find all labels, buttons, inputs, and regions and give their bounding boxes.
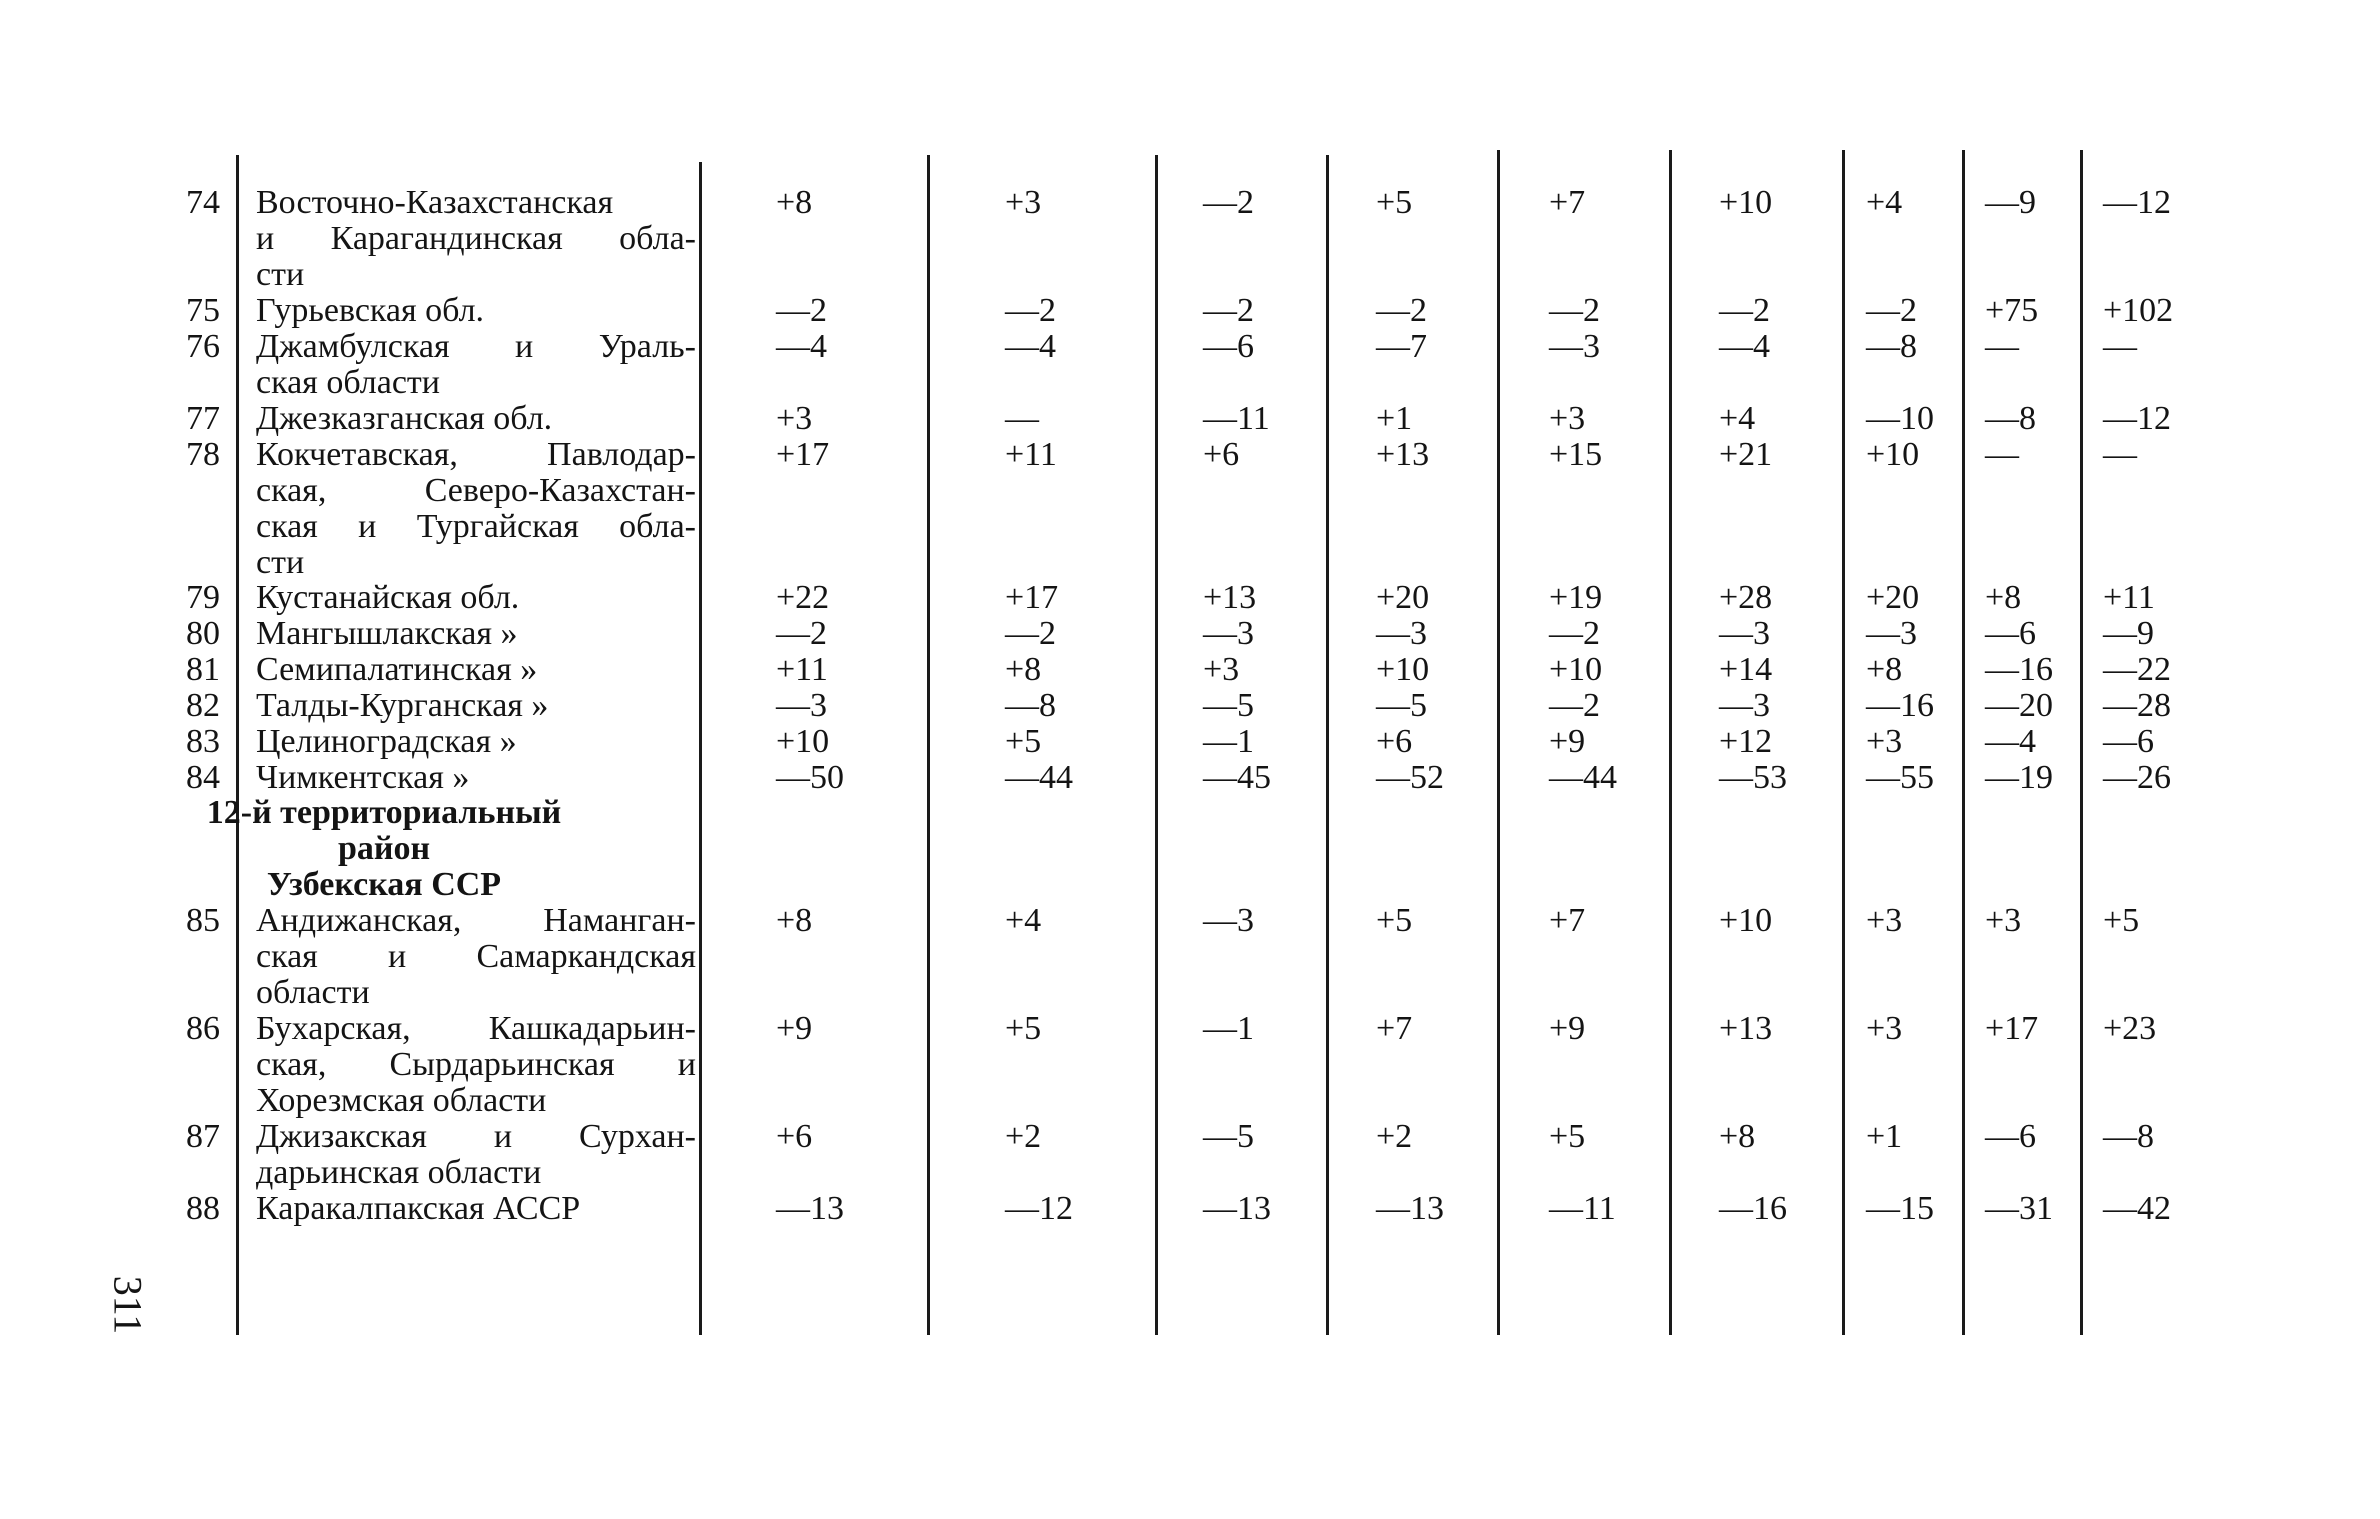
value-cell: —11 <box>1549 1190 1616 1227</box>
value-cell: +3 <box>1866 1010 1903 1047</box>
region-name <box>256 903 696 1011</box>
value-cell: +12 <box>1719 723 1773 760</box>
value-cell: — <box>2103 436 2137 473</box>
value-cell: —15 <box>1866 1190 1934 1227</box>
value-cell: —19 <box>1985 759 2053 796</box>
value-cell: — <box>1005 400 1039 437</box>
value-cell: +6 <box>1376 723 1413 760</box>
region-name-line: Джизакская и Сурхан- <box>256 1118 696 1155</box>
territory-heading-line: 12-й территориальный <box>206 794 562 831</box>
value-cell: —3 <box>1866 615 1917 652</box>
value-cell: +8 <box>776 902 813 939</box>
region-name <box>256 580 696 616</box>
value-cell: —2 <box>1203 184 1254 221</box>
value-cell: +7 <box>1376 1010 1413 1047</box>
value-cell: —3 <box>1549 328 1600 365</box>
row-number: 84 <box>186 759 220 796</box>
value-cell: —8 <box>1005 687 1056 724</box>
value-cell: —3 <box>1203 615 1254 652</box>
region-name-line: Кокчетавская, Павлодар- <box>256 436 696 473</box>
value-cell: +22 <box>776 579 830 616</box>
value-cell: +10 <box>776 723 830 760</box>
region-name <box>256 437 696 581</box>
value-cell: —6 <box>1985 1118 2036 1155</box>
value-cell: —6 <box>1985 615 2036 652</box>
value-cell: +5 <box>1376 902 1413 939</box>
value-cell: +28 <box>1719 579 1773 616</box>
value-cell: +17 <box>1005 579 1059 616</box>
value-cell: +17 <box>1985 1010 2039 1047</box>
value-cell: +6 <box>1203 436 1240 473</box>
value-cell: —2 <box>1549 292 1600 329</box>
value-cell: +17 <box>776 436 830 473</box>
value-cell: +19 <box>1549 579 1603 616</box>
value-cell: —55 <box>1866 759 1934 796</box>
region-name-line: Каракалпакская АССР <box>256 1190 581 1227</box>
value-cell: —26 <box>2103 759 2171 796</box>
value-cell: +4 <box>1005 902 1042 939</box>
value-cell: — <box>1985 328 2019 365</box>
value-cell: +75 <box>1985 292 2039 329</box>
value-cell: +3 <box>1866 902 1903 939</box>
value-cell: +5 <box>1549 1118 1586 1155</box>
region-name <box>256 724 696 760</box>
value-cell: —28 <box>2103 687 2171 724</box>
value-cell: +6 <box>776 1118 813 1155</box>
value-cell: +3 <box>1005 184 1042 221</box>
value-cell: +9 <box>1549 723 1586 760</box>
row-number: 83 <box>186 723 220 760</box>
column-rule <box>699 162 702 1335</box>
value-cell: —2 <box>1549 687 1600 724</box>
value-cell: —4 <box>1985 723 2036 760</box>
value-cell: —1 <box>1203 1010 1254 1047</box>
value-cell: —8 <box>2103 1118 2154 1155</box>
value-cell: +5 <box>2103 902 2140 939</box>
region-name-line: ская, Сырдарьинская и <box>256 1046 696 1083</box>
value-cell: +7 <box>1549 902 1586 939</box>
region-name <box>256 652 696 688</box>
row-number: 88 <box>186 1190 220 1227</box>
row-number: 80 <box>186 615 220 652</box>
region-name-line: Бухарская, Кашкадарьин- <box>256 1010 696 1047</box>
value-cell: +10 <box>1719 184 1773 221</box>
value-cell: +8 <box>1719 1118 1756 1155</box>
value-cell: —3 <box>1203 902 1254 939</box>
value-cell: +5 <box>1005 1010 1042 1047</box>
row-number: 87 <box>186 1118 220 1155</box>
region-name-line: Целиноградская » <box>256 723 517 760</box>
value-cell: —7 <box>1376 328 1427 365</box>
value-cell: +5 <box>1376 184 1413 221</box>
value-cell: +5 <box>1005 723 1042 760</box>
value-cell: +2 <box>1005 1118 1042 1155</box>
value-cell: +8 <box>1005 651 1042 688</box>
region-name-line: Кустанайская обл. <box>256 579 520 616</box>
row-number: 77 <box>186 400 220 437</box>
region-name-line: Чимкентская » <box>256 759 470 796</box>
value-cell: —16 <box>1866 687 1934 724</box>
row-number: 81 <box>186 651 220 688</box>
region-name-line: области <box>256 974 370 1011</box>
value-cell: +3 <box>1866 723 1903 760</box>
region-name-line: Мангышлакская » <box>256 615 518 652</box>
value-cell: +13 <box>1203 579 1257 616</box>
value-cell: +13 <box>1376 436 1430 473</box>
value-cell: +10 <box>1719 902 1773 939</box>
value-cell: —13 <box>1376 1190 1444 1227</box>
region-name <box>256 760 696 796</box>
region-name <box>256 688 696 724</box>
value-cell: +20 <box>1866 579 1920 616</box>
value-cell: +7 <box>1549 184 1586 221</box>
value-cell: —8 <box>1866 328 1917 365</box>
value-cell: +9 <box>1549 1010 1586 1047</box>
value-cell: —6 <box>2103 723 2154 760</box>
column-rule <box>1669 150 1672 1335</box>
value-cell: — <box>1985 436 2019 473</box>
value-cell: +10 <box>1376 651 1430 688</box>
value-cell: —8 <box>1985 400 2036 437</box>
value-cell: —2 <box>1866 292 1917 329</box>
value-cell: +13 <box>1719 1010 1773 1047</box>
region-name-line: ская области <box>256 364 440 401</box>
value-cell: +3 <box>1203 651 1240 688</box>
region-name <box>256 293 696 329</box>
row-number: 74 <box>186 184 220 221</box>
value-cell: —3 <box>1376 615 1427 652</box>
value-cell: +4 <box>1719 400 1756 437</box>
value-cell: —5 <box>1376 687 1427 724</box>
value-cell: +14 <box>1719 651 1773 688</box>
region-name-line: дарьинская области <box>256 1154 542 1191</box>
value-cell: —50 <box>776 759 844 796</box>
value-cell: —4 <box>1005 328 1056 365</box>
value-cell: —2 <box>1719 292 1770 329</box>
row-number: 78 <box>186 436 220 473</box>
region-name <box>256 1119 696 1191</box>
value-cell: —16 <box>1985 651 2053 688</box>
region-name-line: ская, Северо-Казахстан- <box>256 472 696 509</box>
value-cell: +9 <box>776 1010 813 1047</box>
region-name-line: Джезказганская обл. <box>256 400 553 437</box>
value-cell: —16 <box>1719 1190 1787 1227</box>
value-cell: —2 <box>1376 292 1427 329</box>
column-rule <box>927 155 930 1335</box>
value-cell: +4 <box>1866 184 1903 221</box>
region-name-line: Гурьевская обл. <box>256 292 485 329</box>
value-cell: —4 <box>1719 328 1770 365</box>
region-name-line: Андижанская, Наманган- <box>256 902 696 939</box>
column-rule <box>1326 155 1329 1335</box>
value-cell: +3 <box>776 400 813 437</box>
value-cell: —44 <box>1005 759 1073 796</box>
value-cell: —1 <box>1203 723 1254 760</box>
value-cell: —45 <box>1203 759 1271 796</box>
republic-heading: Узбекская ССР <box>266 866 502 903</box>
value-cell: +2 <box>1376 1118 1413 1155</box>
region-name <box>256 185 696 293</box>
region-name-line: ская и Самаркандская <box>256 938 696 975</box>
value-cell: +8 <box>776 184 813 221</box>
column-rule <box>1497 150 1500 1335</box>
value-cell: —2 <box>776 615 827 652</box>
row-number: 76 <box>186 328 220 365</box>
row-number: 79 <box>186 579 220 616</box>
value-cell: —3 <box>1719 615 1770 652</box>
value-cell: +23 <box>2103 1010 2157 1047</box>
value-cell: +1 <box>1866 1118 1903 1155</box>
value-cell: —42 <box>2103 1190 2171 1227</box>
region-name <box>256 329 696 401</box>
region-name-line: и Карагандинская обла- <box>256 220 696 257</box>
value-cell: +102 <box>2103 292 2174 329</box>
region-name-line: ская и Тургайская обла- <box>256 508 696 545</box>
region-name <box>256 1011 696 1119</box>
value-cell: +21 <box>1719 436 1773 473</box>
row-number: 75 <box>186 292 220 329</box>
column-rule <box>2080 150 2083 1335</box>
territory-heading-line: район <box>337 830 431 867</box>
value-cell: —3 <box>1719 687 1770 724</box>
value-cell: +20 <box>1376 579 1430 616</box>
value-cell: —2 <box>1005 292 1056 329</box>
value-cell: —9 <box>1985 184 2036 221</box>
row-number: 86 <box>186 1010 220 1047</box>
value-cell: +11 <box>776 651 828 688</box>
section-heading <box>164 795 604 903</box>
region-name-line: Семипалатинская » <box>256 651 538 688</box>
value-cell: —5 <box>1203 1118 1254 1155</box>
column-rule <box>1842 150 1845 1335</box>
value-cell: +8 <box>1866 651 1903 688</box>
row-number: 85 <box>186 902 220 939</box>
value-cell: —3 <box>776 687 827 724</box>
region-name-line: Восточно-Казахстанская <box>256 184 614 221</box>
value-cell: +3 <box>1549 400 1586 437</box>
value-cell: +1 <box>1376 400 1413 437</box>
value-cell: —12 <box>2103 184 2171 221</box>
value-cell: —44 <box>1549 759 1617 796</box>
value-cell: —31 <box>1985 1190 2053 1227</box>
region-name-line: Талды-Курганская » <box>256 687 549 724</box>
value-cell: —22 <box>2103 651 2171 688</box>
region-name-line: Хорезмская области <box>256 1082 547 1119</box>
value-cell: —4 <box>776 328 827 365</box>
column-rule <box>1962 150 1965 1335</box>
value-cell: —2 <box>1549 615 1600 652</box>
region-name-line: сти <box>256 256 305 293</box>
region-name <box>256 1191 696 1227</box>
value-cell: +11 <box>2103 579 2155 616</box>
value-cell: —11 <box>1203 400 1270 437</box>
region-name-line: Джамбулская и Ураль- <box>256 328 696 365</box>
value-cell: +15 <box>1549 436 1603 473</box>
region-name-line: сти <box>256 544 305 581</box>
value-cell: —6 <box>1203 328 1254 365</box>
column-rule <box>1155 155 1158 1335</box>
value-cell: —13 <box>776 1190 844 1227</box>
value-cell: +8 <box>1985 579 2022 616</box>
value-cell: —5 <box>1203 687 1254 724</box>
page-number: 311 <box>105 1275 151 1335</box>
value-cell: —2 <box>1005 615 1056 652</box>
value-cell: +3 <box>1985 902 2022 939</box>
column-rule <box>236 155 239 1335</box>
value-cell: —2 <box>1203 292 1254 329</box>
region-name <box>256 616 696 652</box>
value-cell: — <box>2103 328 2137 365</box>
value-cell: —13 <box>1203 1190 1271 1227</box>
value-cell: +10 <box>1549 651 1603 688</box>
value-cell: —2 <box>776 292 827 329</box>
value-cell: —20 <box>1985 687 2053 724</box>
value-cell: +10 <box>1866 436 1920 473</box>
value-cell: —53 <box>1719 759 1787 796</box>
value-cell: —12 <box>1005 1190 1073 1227</box>
region-name <box>256 401 696 437</box>
value-cell: +11 <box>1005 436 1057 473</box>
value-cell: —12 <box>2103 400 2171 437</box>
row-number: 82 <box>186 687 220 724</box>
value-cell: —10 <box>1866 400 1934 437</box>
value-cell: —9 <box>2103 615 2154 652</box>
value-cell: —52 <box>1376 759 1444 796</box>
